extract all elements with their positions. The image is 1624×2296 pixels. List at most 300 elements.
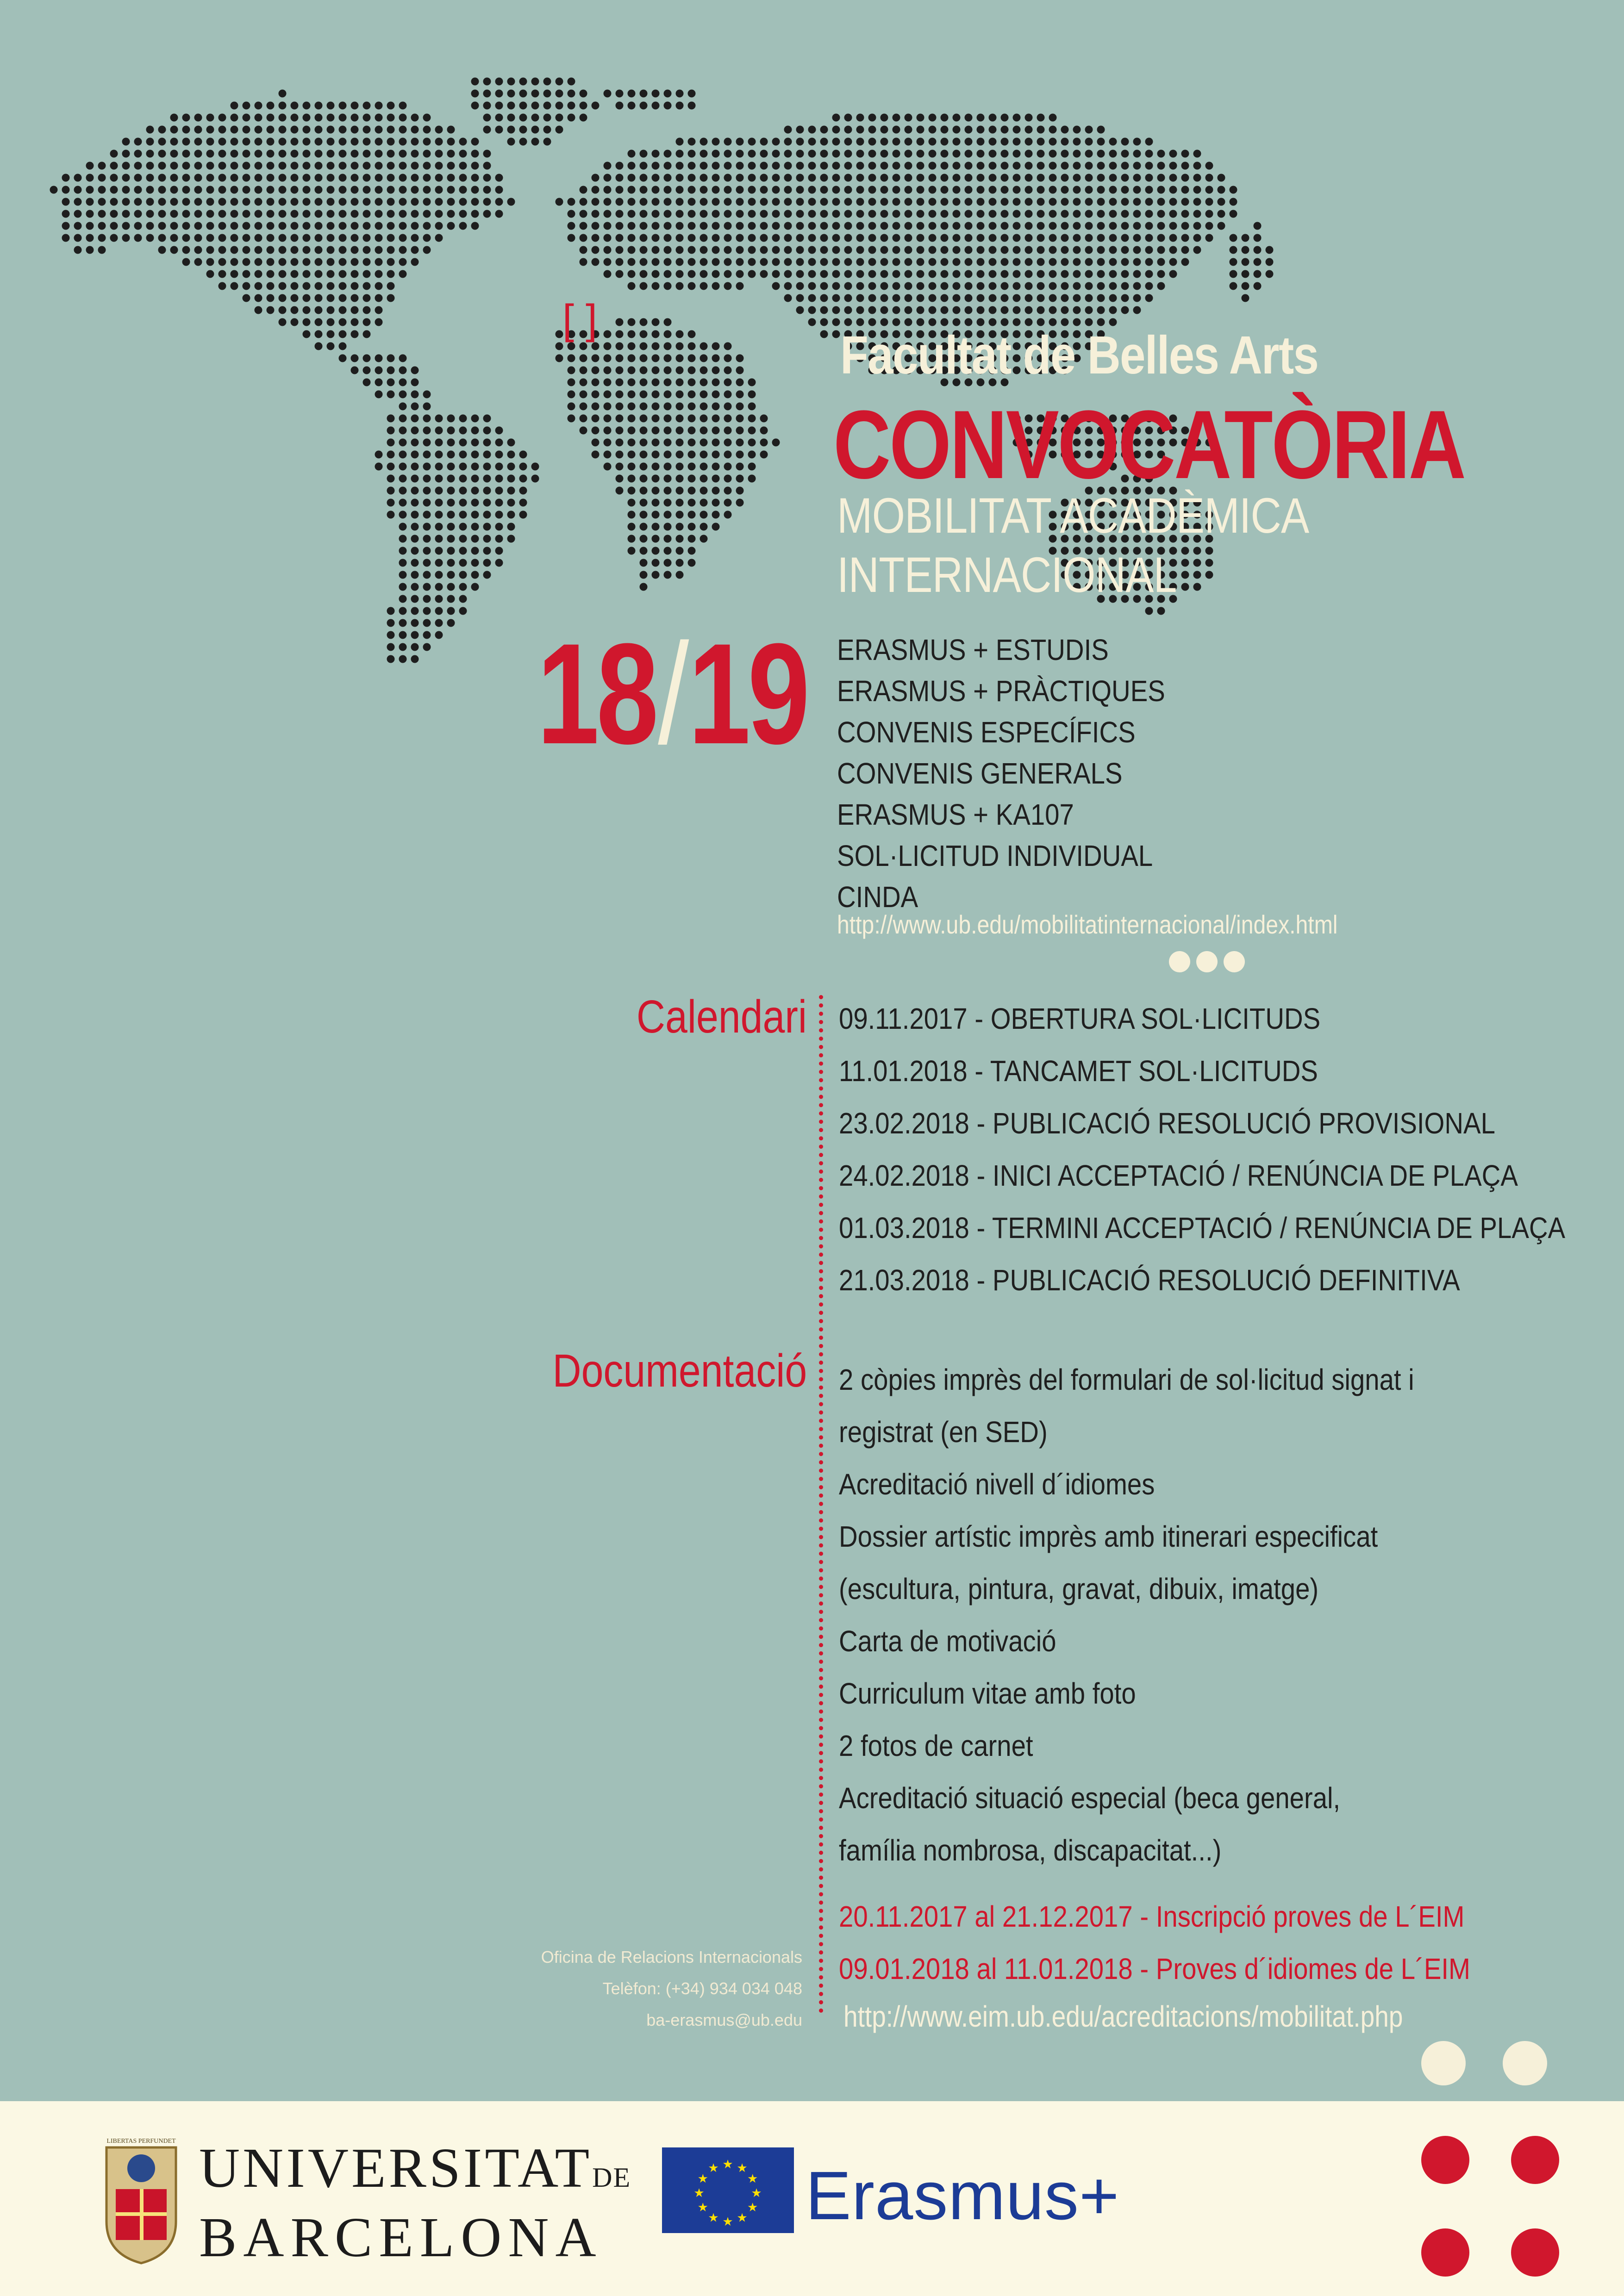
map-dot [255,186,262,194]
map-dot [808,138,816,146]
map-dot [1025,270,1033,278]
map-dot [1097,258,1105,266]
map-dot [989,150,997,158]
map-dot [531,463,539,471]
map-dot [411,511,419,519]
map-dot [1025,222,1033,230]
map-dot [291,126,299,134]
contact-office: Oficina de Relacions Internacionals [541,1948,802,1966]
map-dot [315,234,323,242]
map-dot [893,258,900,266]
map-dot [1109,150,1117,158]
map-dot [556,355,563,362]
map-dot [543,90,551,98]
map-dot [688,391,696,398]
map-dot [447,559,455,567]
programs-link[interactable]: http://www.ub.edu/mobilitatinternacional/index.html [837,910,1338,939]
map-dot [640,391,648,398]
map-dot [1037,234,1045,242]
map-dot [616,475,624,483]
map-dot [592,391,600,398]
map-dot [917,150,924,158]
map-dot [929,270,937,278]
map-dot [688,487,696,495]
map-dot [1073,306,1081,314]
map-dot [351,367,359,374]
map-dot [255,198,262,206]
map-dot [881,186,888,194]
map-dot [592,186,600,194]
map-dot [1073,270,1081,278]
map-dot [808,294,816,302]
map-dot [664,463,672,471]
map-dot [315,270,323,278]
map-dot [640,246,648,254]
map-dot [941,114,949,122]
map-dot [1049,282,1057,290]
map-dot [327,270,335,278]
map-dot [255,138,262,146]
map-dot [604,162,612,170]
map-dot [941,246,949,254]
map-dot [712,415,720,423]
map-dot [339,222,347,230]
map-dot [1073,258,1081,266]
map-dot [110,198,118,206]
map-dot [856,174,864,182]
map-dot [832,150,840,158]
map-dot [170,186,178,194]
map-dot [820,294,828,302]
map-dot [471,523,479,531]
eim-link[interactable]: http://www.eim.ub.edu/acreditacions/mobilitat.php [843,2000,1403,2033]
map-dot [1097,270,1105,278]
map-dot [592,367,600,374]
map-dot [399,487,407,495]
map-dot [471,90,479,98]
map-dot [279,138,287,146]
map-dot [965,222,973,230]
map-dot [628,210,636,218]
map-dot [580,427,587,435]
map-dot [471,415,479,423]
map-dot [363,174,371,182]
map-dot [688,439,696,447]
map-dot [387,367,395,374]
map-dot [206,246,214,254]
map-dot [1085,306,1093,314]
map-dot [1013,162,1021,170]
map-dot [411,571,419,579]
map-dot [351,198,359,206]
map-dot [616,403,624,411]
map-dot [1085,162,1093,170]
map-dot [724,282,732,290]
map-dot [387,451,395,459]
map-dot [640,318,648,326]
map-dot [1254,234,1262,242]
map-dot [1025,282,1033,290]
map-dot [580,258,587,266]
map-dot [1169,222,1177,230]
map-dot [1254,222,1262,230]
map-dot [375,306,383,314]
map-dot [640,210,648,218]
map-dot [628,198,636,206]
map-dot [411,631,419,639]
map-dot [339,282,347,290]
map-dot [700,523,708,531]
map-dot [917,174,924,182]
map-dot [688,547,696,555]
map-dot [339,114,347,122]
map-dot [267,210,275,218]
map-dot [279,114,287,122]
map-dot [447,535,455,543]
map-dot [700,222,708,230]
map-dot [315,282,323,290]
list-item: 09.11.2017 - OBERTURA SOL·LICITUDS [839,1002,1321,1035]
map-dot [724,138,732,146]
map-dot [977,294,985,302]
map-dot [772,150,780,158]
map-dot [712,427,720,435]
map-dot [375,222,383,230]
map-dot [1085,270,1093,278]
map-dot [604,246,612,254]
map-dot [1169,198,1177,206]
map-dot [1001,198,1009,206]
map-dot [760,162,768,170]
map-dot [1133,306,1141,314]
list-item: 20.11.2017 al 21.12.2017 - Inscripció proves de L´EIM [839,1900,1465,1933]
map-dot [688,234,696,242]
map-dot [1181,258,1189,266]
map-dot [375,294,383,302]
map-dot [580,114,587,122]
map-dot [315,126,323,134]
map-dot [459,415,467,423]
map-dot [411,475,419,483]
map-dot [568,403,575,411]
map-dot [411,559,419,567]
map-dot [495,114,503,122]
map-dot [1013,282,1021,290]
map-dot [387,150,395,158]
map-dot [423,631,431,639]
map-dot [688,198,696,206]
dotted-divider [819,995,823,2013]
map-dot [255,222,262,230]
map-dot [495,198,503,206]
map-dot [652,475,660,483]
map-dot [965,138,973,146]
map-dot [1085,138,1093,146]
map-dot [363,318,371,326]
map-dot [1025,138,1033,146]
map-dot [652,210,660,218]
svg-text:★: ★ [693,2185,705,2200]
map-dot [255,282,262,290]
map-dot [399,138,407,146]
map-dot [712,475,720,483]
map-dot [303,318,311,326]
map-dot [1121,174,1129,182]
map-dot [1025,210,1033,218]
map-dot [700,427,708,435]
list-item: Curriculum vitae amb foto [839,1677,1136,1710]
map-dot [941,282,949,290]
map-dot [652,367,660,374]
map-dot [182,234,190,242]
map-dot [748,451,756,459]
map-dot [1169,162,1177,170]
map-dot [917,114,924,122]
map-dot [447,487,455,495]
map-dot [1037,306,1045,314]
map-dot [1242,246,1249,254]
map-dot [760,150,768,158]
map-dot [676,379,684,386]
map-dot [1133,174,1141,182]
map-dot [231,126,238,134]
map-dot [315,258,323,266]
map-dot [856,294,864,302]
map-dot [1061,306,1069,314]
map-dot [796,222,804,230]
map-dot [1049,114,1057,122]
map-dot [267,150,275,158]
map-dot [435,427,443,435]
map-dot [905,294,912,302]
map-dot [1013,222,1021,230]
map-dot [279,174,287,182]
map-dot [1193,210,1201,218]
map-dot [1109,270,1117,278]
map-dot [267,270,275,278]
map-dot [652,463,660,471]
list-item: SOL·LICITUD INDIVIDUAL [837,839,1153,872]
map-dot [411,367,419,374]
map-dot [459,535,467,543]
map-dot [134,198,142,206]
map-dot [483,198,491,206]
map-dot [351,174,359,182]
map-dot [917,270,924,278]
map-dot [327,210,335,218]
map-dot [483,463,491,471]
map-dot [953,174,961,182]
map-dot [676,391,684,398]
map-dot [844,198,852,206]
map-dot [399,150,407,158]
map-dot [303,270,311,278]
map-dot [411,523,419,531]
map-dot [929,162,937,170]
map-dot [1085,222,1093,230]
map-dot [712,403,720,411]
map-dot [327,306,335,314]
map-dot [459,499,467,507]
map-dot [411,379,419,386]
map-dot [917,282,924,290]
map-dot [893,234,900,242]
map-dot [471,150,479,158]
map-dot [483,174,491,182]
map-dot [471,222,479,230]
map-dot [182,246,190,254]
map-dot [917,186,924,194]
map-dot [255,270,262,278]
map-dot [1121,222,1129,230]
map-dot [748,138,756,146]
map-dot [291,318,299,326]
map-dot [568,90,575,98]
map-dot [1242,294,1249,302]
map-dot [676,342,684,350]
map-dot [110,150,118,158]
map-dot [568,234,575,242]
map-dot [748,210,756,218]
map-dot [989,270,997,278]
map-dot [303,246,311,254]
map-dot [844,270,852,278]
map-dot [784,246,792,254]
map-dot [556,102,563,110]
map-dot [423,571,431,579]
contact-email[interactable]: ba-erasmus@ub.edu [646,2010,802,2029]
map-dot [507,451,515,459]
map-dot [267,102,275,110]
map-dot [748,150,756,158]
map-dot [399,270,407,278]
map-dot [206,186,214,194]
map-dot [881,174,888,182]
map-dot [700,282,708,290]
map-dot [832,318,840,326]
map-dot [495,475,503,483]
map-dot [1073,282,1081,290]
map-dot [375,102,383,110]
map-dot [1169,270,1177,278]
map-dot [98,246,106,254]
map-dot [905,306,912,314]
map-dot [856,222,864,230]
map-dot [158,198,166,206]
map-dot [399,186,407,194]
map-dot [1085,186,1093,194]
map-dot [712,186,720,194]
map-dot [411,186,419,194]
map-dot [255,102,262,110]
map-dot [1013,138,1021,146]
map-dot [1085,150,1093,158]
map-dot [1097,186,1105,194]
map-dot [772,198,780,206]
map-dot [98,174,106,182]
map-dot [459,571,467,579]
map-dot [1061,186,1069,194]
map-dot [363,234,371,242]
map-dot [929,126,937,134]
map-dot [736,403,744,411]
map-dot [519,114,527,122]
map-dot [1061,162,1069,170]
map-dot [1001,270,1009,278]
map-dot [1013,294,1021,302]
map-dot [856,114,864,122]
map-dot [664,186,672,194]
map-dot [616,415,624,423]
map-dot [339,258,347,266]
map-dot [134,222,142,230]
map-dot [977,222,985,230]
map-dot [219,246,226,254]
map-dot [1085,282,1093,290]
map-dot [435,631,443,639]
map-dot [243,270,250,278]
map-dot [375,246,383,254]
map-dot [676,186,684,194]
map-dot [219,114,226,122]
map-dot [375,463,383,471]
map-dot [953,198,961,206]
map-dot [519,451,527,459]
map-dot [399,198,407,206]
map-dot [1121,162,1129,170]
map-dot [748,198,756,206]
map-dot [664,222,672,230]
map-dot [556,126,563,134]
map-dot [1037,258,1045,266]
map-dot [206,234,214,242]
map-dot [965,210,973,218]
map-dot [616,234,624,242]
map-dot [243,102,250,110]
map-dot [977,150,985,158]
map-dot [303,306,311,314]
map-dot [471,162,479,170]
map-dot [495,499,503,507]
map-dot [483,150,491,158]
map-dot [459,439,467,447]
map-dot [1061,258,1069,266]
map-dot [447,198,455,206]
map-dot [315,150,323,158]
map-dot [1025,306,1033,314]
map-dot [893,174,900,182]
map-dot [640,367,648,374]
map-dot [158,186,166,194]
map-dot [953,210,961,218]
map-dot [736,234,744,242]
map-dot [158,174,166,182]
map-dot [363,246,371,254]
map-dot [844,222,852,230]
map-dot [796,306,804,314]
map-dot [507,198,515,206]
map-dot [351,282,359,290]
map-dot [724,511,732,519]
map-dot [423,222,431,230]
list-item: 24.02.2018 - INICI ACCEPTACIÓ / RENÚNCIA DE PLAÇA [839,1159,1518,1192]
map-dot [1013,246,1021,254]
map-dot [1109,246,1117,254]
map-dot [122,150,130,158]
map-dot [231,150,238,158]
map-dot [724,487,732,495]
map-dot [556,78,563,86]
